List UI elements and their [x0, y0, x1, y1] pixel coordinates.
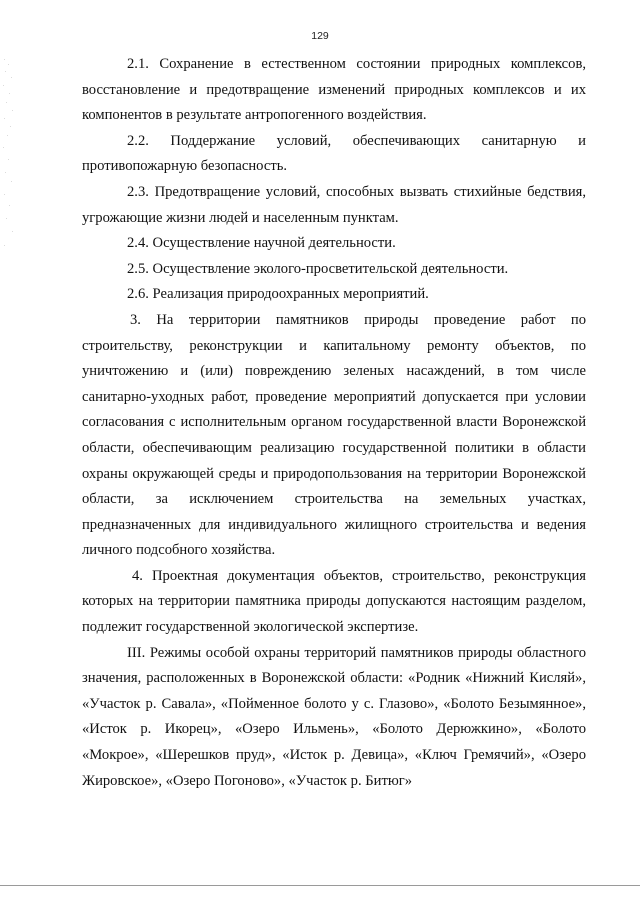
paragraph-2-1: 2.1. Сохранение в естественном состоянии природных комплексов, восстановление и предотвращение изменений природных комплексов и их компонентов в результате антропогенного воздействия. — [82, 56, 586, 124]
page-number: 129 — [311, 30, 329, 42]
document-body — [82, 52, 586, 794]
paragraph-2-2: 2.2. Поддержание условий, обеспечивающих санитарную и противопожарную безопасность. — [82, 132, 586, 175]
page-bottom-edge — [0, 885, 640, 886]
paragraph-2-6: 2.6. Реализация природоохранных мероприятий. — [127, 286, 429, 303]
paragraph-2-5: 2.5. Осуществление эколого-просветительской деятельности. — [127, 260, 509, 277]
paragraph-3: 3. На территории памятников природы проведение работ по строительству, реконструкции и капитальному ремонту объектов, по уничтожению и (или) повреждению зеленых насаждений, в том числе санитарно-уходных работ, проведение мероприятий допускается при условии согласования с исполнительным органом государственной власти Воронежской области, обеспечивающим реализацию государственной политики в области охраны окружающей среды и природопользования на территории Воронежской области, за исключением строительства на земельных участках, предназначенных для индивидуального жилищного строительства и ведения личного подсобного хозяйства. — [82, 311, 586, 559]
paragraph-2-4: 2.4. Осуществление научной деятельности. — [127, 235, 396, 252]
paragraph-4: 4. Проектная документация объектов, строительство, реконструкция которых на территории памятника природы допускаются настоящим разделом, подлежит государственной экологической экспертизе. — [82, 567, 586, 636]
paragraph-2-3: 2.3. Предотвращение условий, способных вызвать стихийные бедствия, угрожающие жизни людей и населенным пунктам. — [82, 183, 586, 226]
section-iii-paragraph: III. Режимы особой охраны территорий памятников природы областного значения, расположенных в Воронежской области: «Родник «Нижний Кисляй», «Участок р. Савала», «Пойменное болото у с. Глазово», «Болото Безымянное», «Исток р. Икорец», «Озеро Ильмень», «Болото Дерюжкино», «Болото «Мокрое», «Шерешков пруд», «Исток р. Девица», «Ключ Гремячий», «Озеро Жировское», «Озеро Погоново», «Участок р. Битюг» — [82, 644, 586, 789]
scan-edge-noise — [2, 55, 16, 255]
